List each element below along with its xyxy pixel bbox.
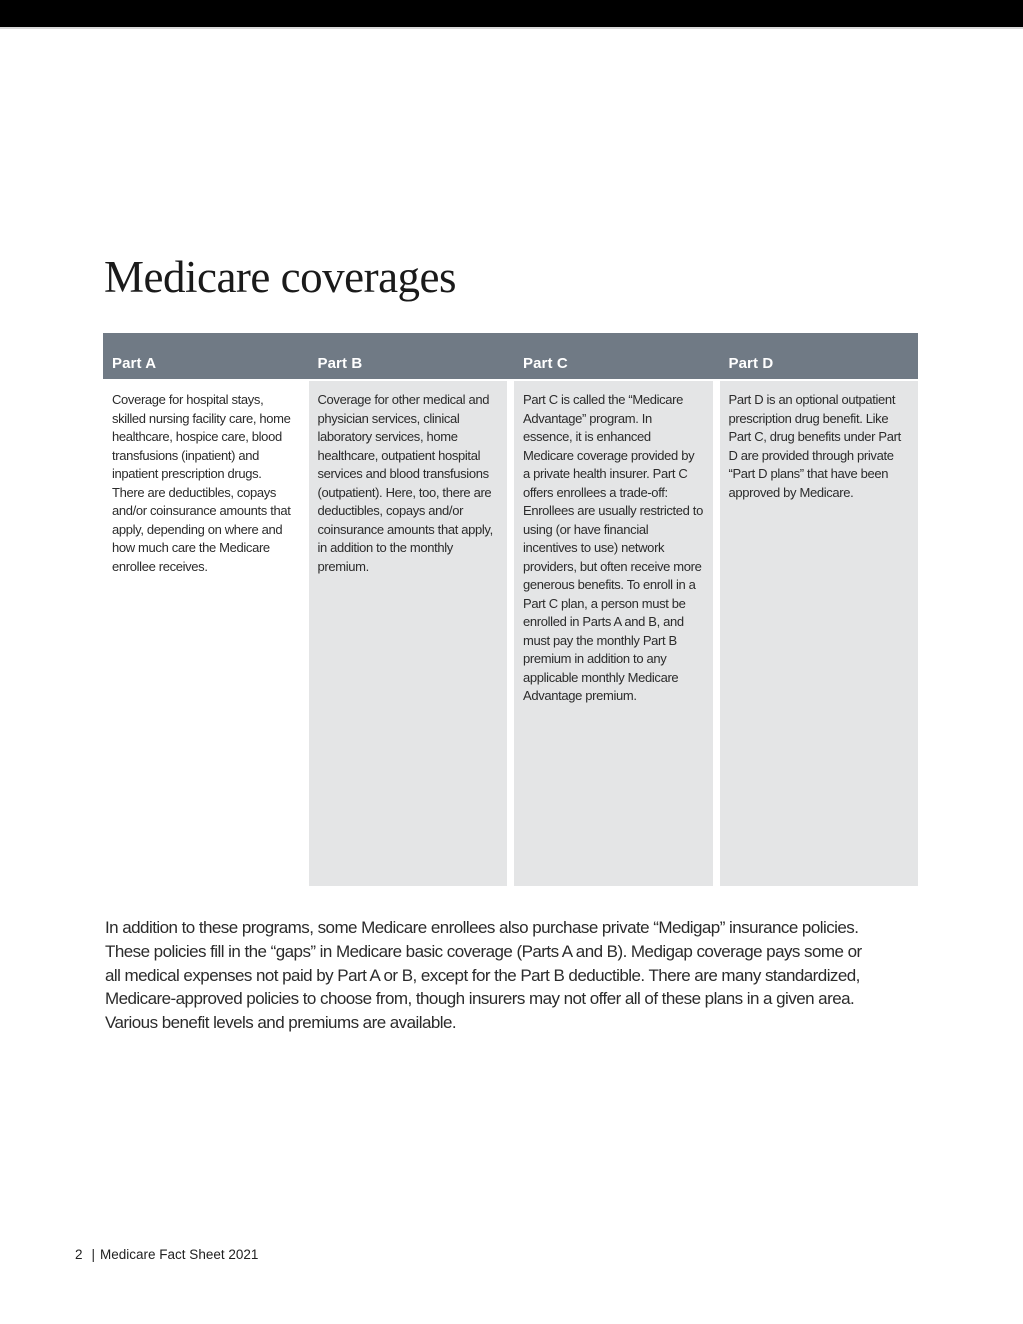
footer-label: Medicare Fact Sheet 2021 [100,1247,259,1262]
medicare-coverage-table [103,333,918,886]
page-footer [75,1247,258,1262]
column-header-part-a: Part A [112,355,157,372]
column-body-part-c: Part C is called the “Medicare Advantage” program. In essence, it is enhanced Medicare coverage provided by a private health insurer. Part C offers enrollees a trade-off: Enrollees are usually restricted to using (or have financial incentives to use) network providers, but often receive more generous benefits. To enroll in a Part C plan, a person must be enrolled in Parts A and B, and must pay the monthly Part B premium in addition to any applicable monthly Medicare Advantage premium. [514,381,713,886]
column-body-part-b: Coverage for other medical and physician services, clinical laboratory services, home healthcare, outpatient hospital services and blood transfusions (outpatient). Here, too, there are deductibles, copays and/or coinsurance amounts that apply, in addition to the monthly premium. [309,381,508,886]
footer-separator: | [91,1247,96,1262]
top-black-bar [0,0,1023,29]
column-header-part-d: Part D [728,355,774,372]
medigap-paragraph: In addition to these programs, some Medicare enrollees also purchase private “Medigap” insurance policies. These policies fill in the “gaps” in Medicare basic coverage (Parts A and B). Medigap coverage pays some or all medical expenses not paid by Part A or B, except for the Part B deductible. There are many standardized, Medicare-approved policies to choose from, though insurers may not offer all of these plans in a given area. Various benefit levels and premiums are available. [105,918,862,1033]
footer-page-number: 2 [75,1247,83,1262]
column-body-part-a: Coverage for hospital stays, skilled nursing facility care, home healthcare, hospice care, blood transfusions (inpatient) and inpatient prescription drugs. There are deductibles, copays and/or coinsurance amounts that apply, depending on where and how much care the Medicare enrollee receives. [112,392,291,574]
page-title: Medicare coverages [104,252,457,302]
column-body-part-d: Part D is an optional outpatient prescription drug benefit. Like Part C, drug benefits under Part D are provided through private “Part D plans” that have been approved by Medicare. [720,381,919,886]
column-header-part-b: Part B [317,355,363,372]
column-header-part-c: Part C [523,355,568,372]
table-header-bar [103,333,918,379]
table-body [103,381,918,886]
